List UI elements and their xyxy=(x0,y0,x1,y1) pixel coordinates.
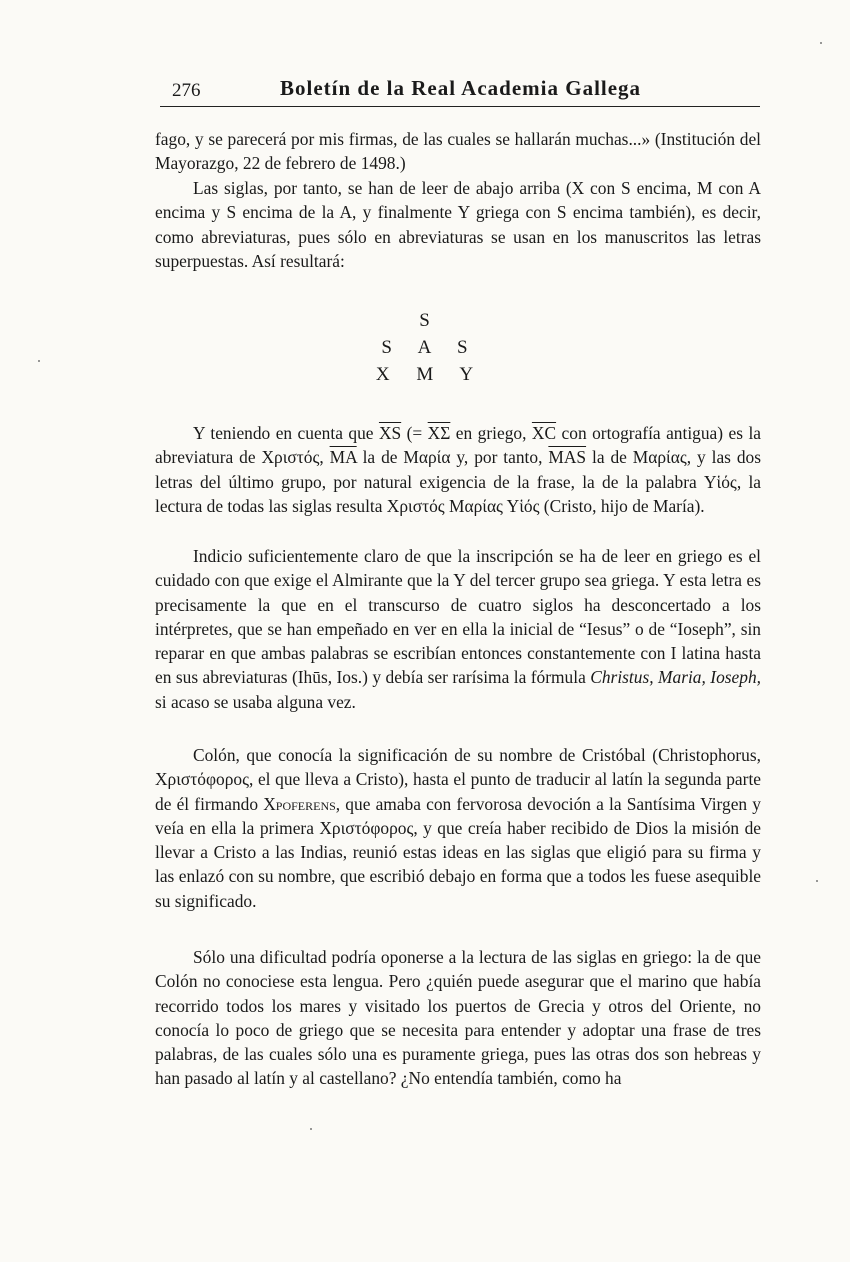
sigla-row-bottom: X M Y xyxy=(375,364,475,385)
text-run: Colón, que conocía la significación de su nombre de Cristóbal (Christophorus, Χριστόφορος, el que lleva a Cristo), hasta el punto de traducir al latín la segunda parte de él firmando xyxy=(155,745,761,814)
paper-speck xyxy=(816,880,818,882)
paragraph-quote-end xyxy=(155,127,761,176)
text-run: si acaso se usaba alguna vez. xyxy=(155,691,356,712)
paragraph-colon-name xyxy=(155,743,761,913)
running-title: Boletín de la Real Academia Gallega xyxy=(280,76,642,100)
paragraph-text: Sólo una dificultad podría oponerse a la lectura de las siglas en griego: la de que Colón no conociese esta lengua. Pero ¿quién puede asegurar que el marino que había recorrido todos los mares y visitado los puertos de Grecia y otros del Oriente, no conocía lo poco de griego que se necesita para entender y adoptar una frase de tres palabras, de las cuales sólo una es puramente griega, pues las otras dos son hebreas y han pasado al latín y al castellano? ¿No entendía también, como ha xyxy=(155,947,761,1089)
text-run: en griego, xyxy=(450,423,532,443)
text-run: la de Μαρία y, por tanto, xyxy=(356,447,549,468)
paragraph-siglas-reading xyxy=(155,176,761,273)
abbrev-mas: $\overline{MAS}$ xyxy=(548,447,587,468)
sigla-row-middle: S A S xyxy=(381,337,469,358)
paper-speck xyxy=(820,42,822,44)
paragraph-greek-evidence xyxy=(155,544,761,714)
abbrev-xs: $\overline{XS}$ xyxy=(378,423,402,443)
text-run: Indicio suficientemente claro de que la inscripción se ha de leer en griego es el cuidado con que exige el Almirante que la Y del tercer grupo sea griega. Y esta letra es precisamente la que en el transcurso de cuatro siglos ha desconcertado a los intérpretes, que se han empeñado en ver en ella la inicial de “Iesus” o de “Ioseph”, sin reparar en que ambas palabras se escribían entonces constantemente con I latina hasta en sus abreviaturas ( xyxy=(155,546,761,688)
page-header xyxy=(160,76,760,107)
paragraph-abbreviations xyxy=(155,421,761,518)
paper-speck xyxy=(310,1128,312,1130)
text-run: la de Μαρίας, y las dos letras del último grupo, por natural exigencia de la frase, la de la palabra Υἱός, la lectura de todas las siglas resulta Χριστός Μαρίας Υἱός (Cristo, hijo de María). xyxy=(155,447,762,516)
paper-speck xyxy=(38,360,40,362)
abbrev-ma: $\overline{MA}$ xyxy=(329,447,357,468)
text-run: (= xyxy=(401,423,428,443)
text-run: , Ios.) y debía ser rarísima la fórmula xyxy=(327,667,591,688)
text-run: Y teniendo en cuenta que xyxy=(193,423,379,443)
text-run: , que amaba con fervorosa devoción a la Santísima Virgen y veía en ella la primera Χριστόφορος, y que creía haber recibido de Dios la misión de llevar a Cristo a las Indias, reunió estas ideas en las siglas que eligió para su firma y las enlazó con su nombre, que escribió debajo en forma que a todos les fuese asequible su significado. xyxy=(155,793,761,911)
abbrev-xsigma: $\overline{X\Sigma}$ xyxy=(427,423,451,443)
formula-italic: Christus, Maria, Ioseph, xyxy=(590,667,762,688)
paragraph-text: fago, y se parecerá por mis firmas, de las cuales se hallarán muchas...» (Institución del Mayorazgo, 22 de febrero de 1498.) xyxy=(155,129,761,174)
abbrev-ihus: Ihūs xyxy=(297,667,328,688)
page-number: 276 xyxy=(172,80,201,101)
paragraph-text: Las siglas, por tanto, se han de leer de abajo arriba (X con S encima, M con A encima y S encima de la A, y finalmente Y griega con S encima también), es decir, como abreviaturas, pues sólo en abreviaturas se usan en los manuscritos las letras superpuestas. Así resultará: xyxy=(155,178,761,271)
sigla-row-top: S xyxy=(419,310,431,331)
text-run: con ortografía antigua) es la abreviatura de Χριστός, xyxy=(155,423,762,468)
paragraph-difficulty xyxy=(155,945,761,1091)
abbrev-xc: $\overline{XC}$ xyxy=(531,423,557,443)
signature-xpoferens: Xpoferens xyxy=(263,793,336,814)
